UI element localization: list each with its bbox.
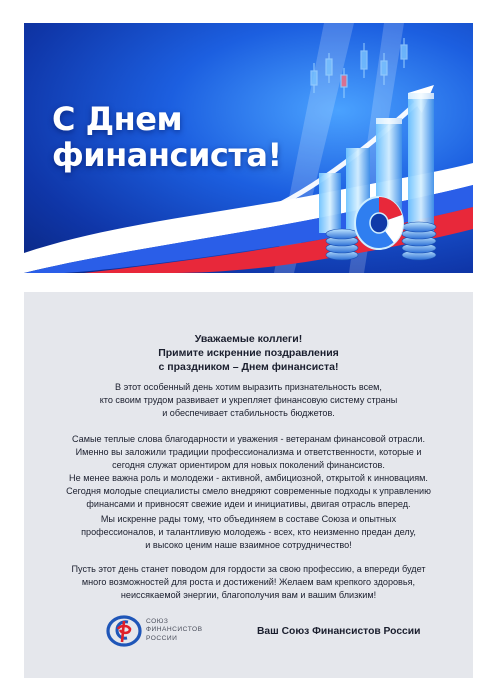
paragraph-line: Именно вы заложили традиции профессионализма и ответственности, которые и (75, 446, 422, 457)
letter-card (24, 292, 473, 678)
paragraph-line: и обеспечивает стабильность бюджетов. (162, 407, 335, 418)
paragraph-line: кто своим трудом развивает и укрепляет финансовую систему страны (99, 394, 398, 405)
letter-paragraph (36, 563, 461, 602)
paragraph-line: неиссякаемой энергии, благополучия вам и вашим близким! (120, 589, 377, 600)
letter-paragraph (36, 381, 461, 420)
letter-paragraph (36, 433, 461, 510)
paragraph-line: и высоко ценим наше взаимное сотрудничество! (145, 539, 352, 550)
logo-text-line: СОЮЗ (146, 618, 169, 625)
greeting-line: Примите искренние поздравления (158, 347, 339, 359)
sf-logo-icon (106, 614, 142, 648)
paragraph-line: профессионалов, и талантливую молодежь - всех, кто неизменно предан делу, (81, 526, 416, 537)
paragraph-line: Не менее важна роль и молодежи - активной, амбициозной, открытой к инновациям. (69, 472, 428, 483)
banner-title-line: финансиста! (52, 136, 282, 174)
signature: Ваш Союз Финансистов России (257, 626, 421, 637)
banner-title-line: С Днем (52, 100, 183, 138)
logo-text-line: РОССИИ (146, 634, 178, 642)
pie-disc-icon (355, 197, 403, 249)
greeting-banner (24, 23, 473, 273)
paragraph-line: много возможностей для роста и достижений! Желаем вам крепкого здоровья, (81, 576, 416, 587)
letter-paragraph (36, 513, 461, 552)
union-logo (106, 614, 216, 648)
logo-text-line: ФИНАНСИСТОВ (146, 626, 203, 634)
paragraph-line: Мы искренне рады тому, что объединяем в составе Союза и опытных (100, 514, 397, 524)
paragraph-line: Сегодня молодые специалисты смело внедряют современные подходы к управлению (66, 485, 431, 496)
paragraph-line: Самые теплые слова благодарности и уважения - ветеранам финансовой отрасли. (72, 434, 425, 444)
paragraph-line: В этот особенный день хотим выразить признательность всем, (115, 382, 382, 392)
paragraph-line: сегодня служат ориентиром для новых поколений финансистов. (112, 459, 385, 470)
logo-text (146, 618, 202, 643)
letter-greeting (24, 332, 473, 374)
paragraph-line: финансами и привносят свежие идеи и инициативы, двигая отрасль вперед. (86, 498, 411, 509)
banner-title (52, 101, 282, 173)
paragraph-line: Пусть этот день станет поводом для гордости за свою профессию, а впереди будет (71, 564, 426, 574)
greeting-line: Уважаемые коллеги! (194, 333, 303, 345)
greeting-line: с праздником – Днем финансиста! (158, 361, 339, 373)
